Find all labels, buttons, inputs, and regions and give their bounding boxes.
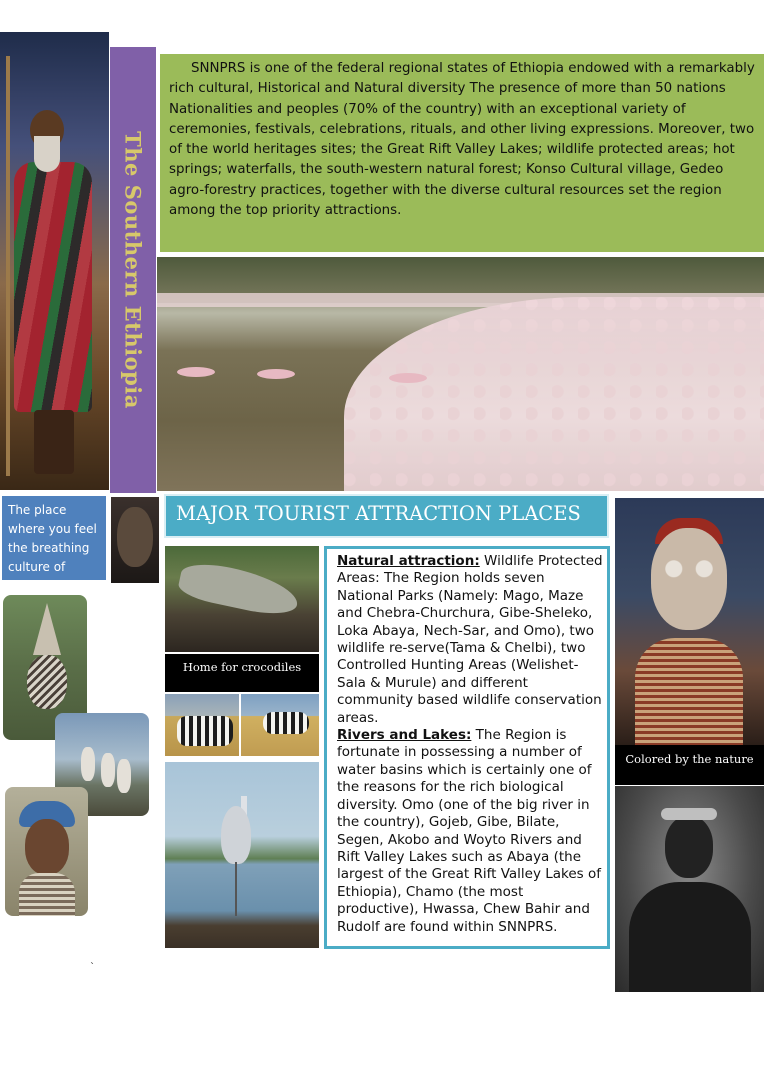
tagline-box: [0, 494, 108, 593]
woman-face: [25, 819, 69, 875]
flamingo-bird: [389, 373, 427, 383]
stork: [117, 759, 131, 793]
attractions-paragraph: [337, 553, 604, 936]
natural-heading: Natural attraction:: [337, 553, 480, 569]
zebra: [263, 712, 309, 734]
woman-photo: [5, 787, 88, 916]
flamingo-flock: [344, 297, 764, 491]
zebra-photo-2: [241, 694, 319, 756]
mask-face: [117, 507, 153, 567]
heron-body: [221, 806, 251, 864]
mask-photo: [111, 497, 159, 583]
banner-title: The Southern Ethiopia: [120, 131, 146, 409]
woman-necklaces: [19, 873, 75, 916]
feather-headdress: [33, 603, 61, 655]
flamingo-bird: [257, 369, 295, 379]
tagline-text: The place where you feel the breathing culture of Ethiopia…: [8, 503, 97, 593]
crocodile-photo: [165, 546, 319, 652]
heron-leg: [235, 862, 237, 916]
natural-text: Wildlife Protected Areas: The Region holds seven National Parks (Namely: Mago, Maze and Chebra-Churchura, Gibe-Sheleko, Loka Abaya, Nech-Sar, and Omo), two wildlife re-serve(Tama & Chelbi), two Controlled Hunting Areas (Welishet-Sala & Murule) and different community based wildlife conservation areas.: [337, 553, 603, 726]
warrior-body: [629, 882, 751, 992]
heron-photo: [165, 762, 319, 948]
bead-necklaces: [635, 638, 743, 745]
flamingo-lake-photo: [157, 257, 764, 491]
warrior-face: [665, 816, 713, 878]
rivers-heading: Rivers and Lakes:: [337, 727, 472, 744]
painted-face-photo: [615, 498, 764, 745]
flamingo-bird: [177, 367, 215, 377]
stork: [101, 753, 115, 787]
intro-paragraph: SNNPRS is one of the federal regional states of Ethiopia endowed with a remarkably rich cultural, Historical and Natural diversity The presence of more than 50 nations Nationalities and peoples (70% of the country) with an exceptional variety of ceremonies, festivals, celebrations, rituals, and other living expressions. Moreover, two of the world heritages sites; the Great Rift Valley Lakes; wildlife protected areas; hot springs; waterfalls, the south-western natural forest; Konso Cultural village, Gedeo agro-forestry practices, together with the diverse cultural resources set the region among the top priority attractions.: [169, 61, 755, 219]
side-banner: [110, 47, 156, 493]
elder-beard: [34, 136, 60, 172]
warrior-headband: [661, 808, 717, 820]
attractions-text-box: [324, 546, 610, 949]
section-heading: [164, 494, 609, 538]
intro-box: [157, 54, 764, 252]
zebra-photo-1: [165, 694, 239, 756]
zebra: [177, 716, 233, 746]
colored-caption: Colored by the nature: [615, 745, 764, 785]
warrior-photo: [615, 786, 764, 992]
stray-mark: `: [90, 962, 95, 973]
staff: [6, 56, 10, 476]
robe: [14, 162, 92, 412]
section-heading-text: MAJOR TOURIST ATTRACTION PLACES: [176, 502, 581, 525]
rivers-text: The Region is fortunate in possessing a number of water basins which is certainly one of the reasons for the rich biological diversity. Omo (one of the big river in the country), Gojeb, Gibe, Bilate, Segen, Akobo and Woyto Rivers and Rift Valley Lakes such as Abaya (the largest of the Great Rift Valley Lakes of Ethiopia), Chamo (the most productive), Hwassa, Chew Bahir and Rudolf are found within SNNPRS.: [337, 727, 602, 935]
crocodile: [176, 558, 301, 620]
painted-face: [651, 528, 727, 630]
crocodile-caption: Home for crocodiles: [165, 654, 319, 692]
elder-photo: [0, 32, 109, 490]
stork: [81, 747, 95, 781]
elder-legs: [34, 410, 74, 474]
painted-face-small: [27, 655, 67, 709]
